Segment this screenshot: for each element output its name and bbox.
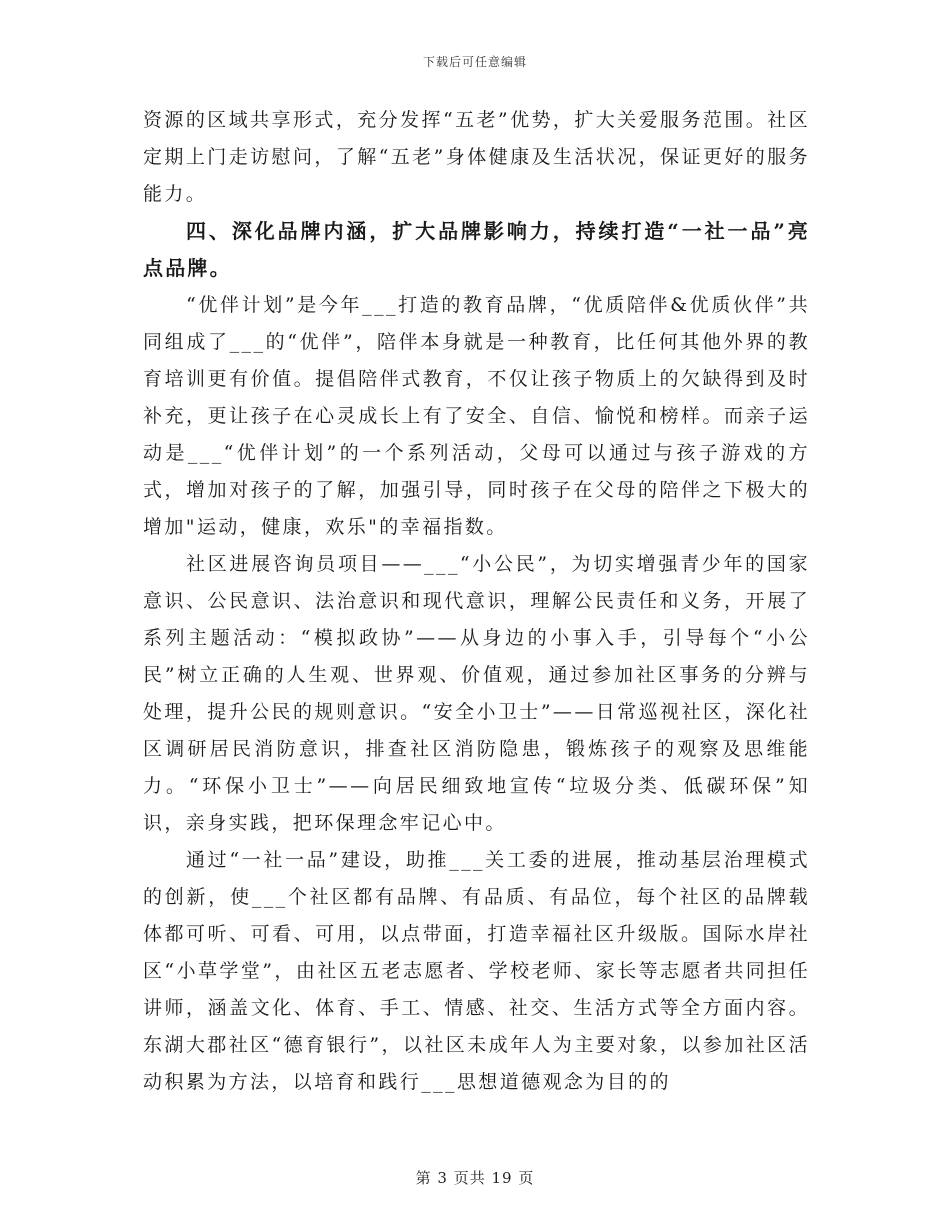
document-body [143,102,810,1101]
page-footer: 第 3 页共 19 页 [415,1169,535,1187]
paragraph-continuation: 资源的区域共享形式，充分发挥“五老”优势，扩大关爱服务范围。社区定期上门走访慰问，了解“五老”身体健康及生活状况，保证更好的服务能力。 [143,109,810,205]
section-heading: 四、深化品牌内涵，扩大品牌影响力，持续打造“一社一品”亮点品牌。 [143,219,810,280]
paragraph-little-citizen: 社区进展咨询员项目——___“小公民”，为切实增强青少年的国家意识、公民意识、法治意识和现代意识，理解公民责任和义务，开展了系列主题活动：“模拟政协”——从身边的小事入手，引导每个“小公民”树立正确的人生观、世界观、价值观，通过参加社区事务的分辨与处理，提升公民的规则意识。“安全小卫士”——日常巡视社区，深化社区调研居民消防意识，排查社区消防隐患，锻炼孩子的观察及思维能力。“环保小卫士”——向居民细致地宣传“垃圾分类、低碳环保”知识，亲身实践，把环保理念牢记心中。 [143,553,810,834]
paragraph-one-community-one-brand: 通过“一社一品”建设，助推___关工委的进展，推动基层治理模式的创新，使___个社区都有品牌、有品质、有品位，每个社区的品牌载体都可听、可看、可用，以点带面，打造幸福社区升级版。国际水岸社区“小草学堂”，由社区五老志愿者、学校老师、家长等志愿者共同担任讲师，涵盖文化、体育、手工、情感、社交、生活方式等全方面内容。东湖大郡社区“德育银行”，以社区未成年人为主要对象，以参加社区活动积累为方法，以培育和践行___思想道德观念为目的的 [143,849,810,1093]
page-header: 下载后可任意编辑 [422,55,527,69]
paragraph-youban-plan: “优伴计划”是今年___打造的教育品牌，“优质陪伴&优质伙伴”共同组成了___的“优伴”，陪伴本身就是一种教育，比任何其他外界的教育培训更有价值。提倡陪伴式教育，不仅让孩子物质上的欠缺得到及时补充，更让孩子在心灵成长上有了安全、自信、愉悦和榜样。而亲子运动是___“优伴计划”的一个系列活动，父母可以通过与孩子游戏的方式，增加对孩子的了解，加强引导，同时孩子在父母的陪伴之下极大的增加"运动，健康，欢乐"的幸福指数。 [143,294,810,538]
